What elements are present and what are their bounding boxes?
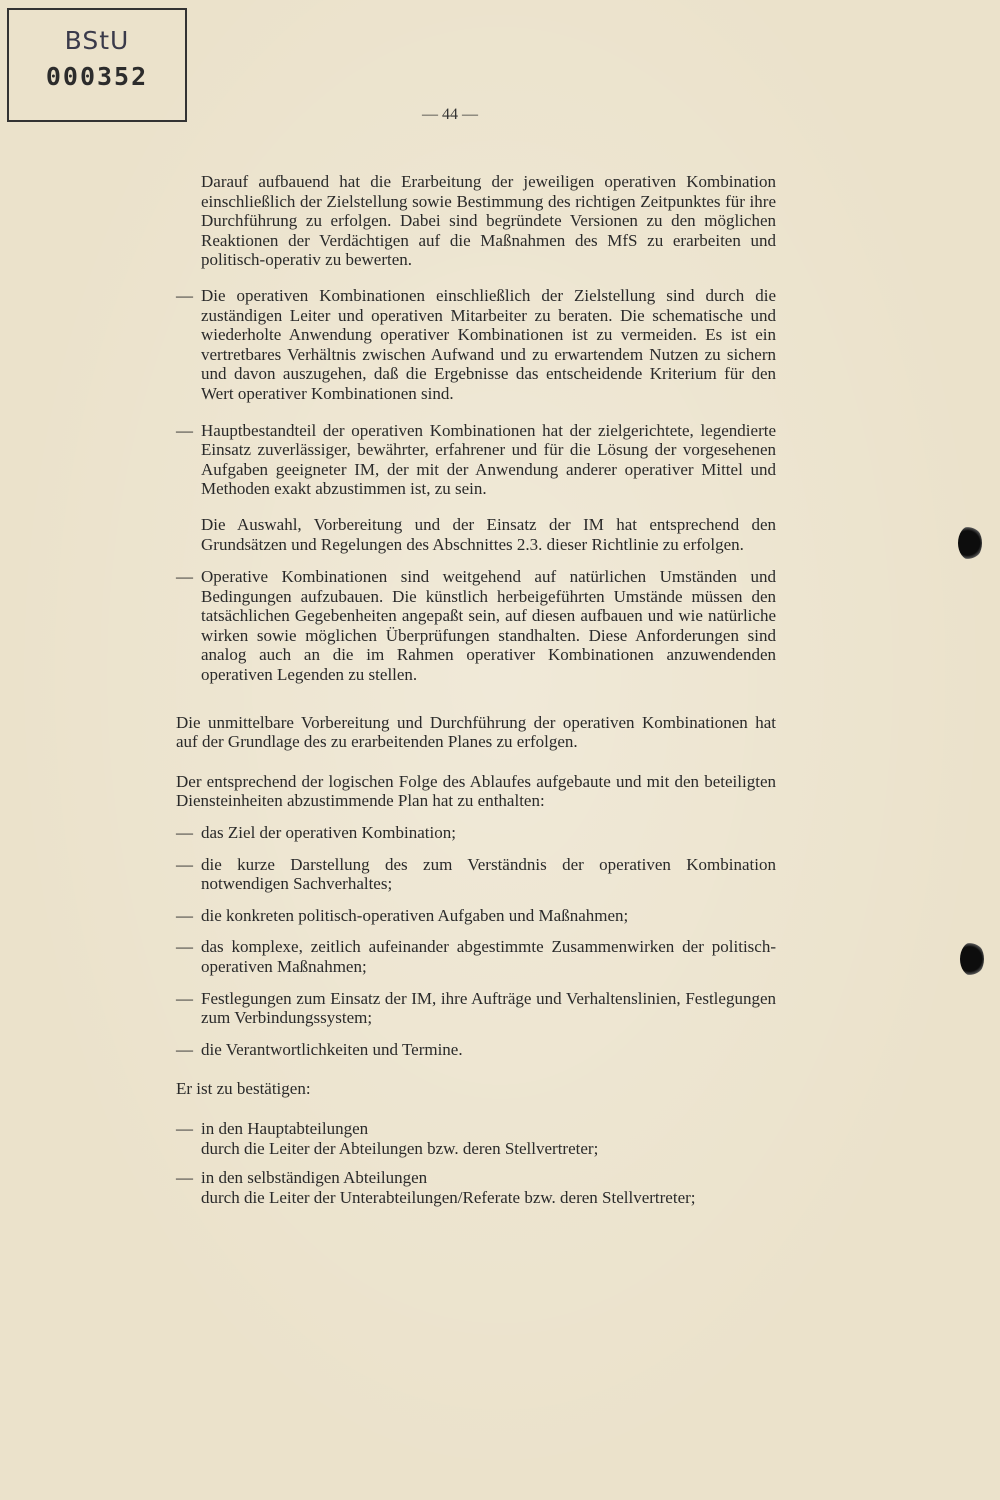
list-item: — Operative Kombinationen sind weitgehend auf natürlichen Umständen und Bedingungen aufzubauen. Die künstlich herbeigeführten Umstände müssen den tatsächlichen Gegebenheiten angepaßt sein, auf diesen aufbauen und wie natürliche wirken sowie möglichen Überprüfungen standhalten. Diese Anforderungen sind analog auch an die im Rahmen operativer Kombinationen anzuwendenden operativen Legenden zu stellen.	[176, 567, 776, 685]
list-item: — das komplexe, zeitlich aufeinander abgestimmte Zusammenwirken der politisch-operativen Maßnahmen;	[176, 937, 776, 976]
paragraph: Die unmittelbare Vorbereitung und Durchführung der operativen Kombinationen hat auf der Grundlage des zu erarbeitenden Planes zu erfolgen.	[176, 712, 776, 752]
list-item: — Festlegungen zum Einsatz der IM, ihre Aufträge und Verhaltenslinien, Festlegungen zum Verbindungssystem;	[176, 989, 776, 1028]
punch-hole	[958, 526, 982, 560]
list-item: — Hauptbestandteil der operativen Kombinationen hat der zielgerichtete, legendierte Einsatz zuverlässiger, bewährter, erfahrener und für die Lösung der vorgesehenen Aufgaben geeigneter IM, der mit der Anwendung anderer operativer Mittel und Methoden exakt abzustimmen ist, zu sein.	[176, 421, 776, 499]
list-item-line: — in den selbständigen Abteilungen	[201, 1168, 428, 1188]
paragraph: Er ist zu bestätigen:	[176, 1079, 311, 1099]
list-item: — Die operativen Kombinationen einschließlich der Zielstellung sind durch die zuständigen Leiter und operativen Mitarbeiter zu beraten. Die schematische und wiederholte Anwendung operativer Kombinationen ist zu vermeiden. Es ist ein vertretbares Verhältnis zwischen Aufwand und zu erwartendem Nutzen zu sichern und davon auszugehen, daß die Ergebnisse das entscheidende Kriterium für den Wert operativer Kombinationen sind.	[176, 286, 776, 404]
document-body	[176, 172, 776, 1207]
page-number: — 44 —	[422, 106, 478, 123]
list-item: — die konkreten politisch-operativen Aufgaben und Maßnahmen;	[176, 906, 776, 926]
list-item	[176, 1168, 776, 1207]
stamp-archive-label: BStU	[64, 26, 130, 55]
list-item-line: durch die Leiter der Unterabteilungen/Referate bzw. deren Stellvertreter;	[201, 1187, 696, 1207]
paragraph: Darauf aufbauend hat die Erarbeitung der jeweiligen operativen Kombination einschließlich der Zielstellung sowie Bestimmung des richtigen Zeitpunktes für ihre Durchführung zu erfolgen. Dabei sind begründete Versionen zu den möglichen Reaktionen der Verdächtigen auf die Maßnahmen des MfS zu erarbeiten und politisch-operativ zu bewerten.	[201, 172, 776, 270]
archive-stamp	[7, 8, 187, 122]
list-item-line: — in den Hauptabteilungen	[201, 1118, 369, 1138]
paragraph: Der entsprechend der logischen Folge des Ablaufes aufgebaute und mit den beteiligten Diensteinheiten abzustimmende Plan hat zu enthalten:	[176, 771, 776, 811]
list-item	[176, 1119, 776, 1158]
list-item-line: durch die Leiter der Abteilungen bzw. deren Stellvertreter;	[201, 1138, 599, 1158]
stamp-number: 000352	[45, 62, 149, 91]
punch-hole	[960, 942, 984, 976]
paragraph: Die Auswahl, Vorbereitung und der Einsatz der IM hat entsprechend den Grundsätzen und Regelungen des Abschnittes 2.3. dieser Richtlinie zu erfolgen.	[201, 514, 776, 554]
list-item: — die Verantwortlichkeiten und Termine.	[176, 1040, 776, 1060]
list-item: — die kurze Darstellung des zum Verständnis der operativen Kombination notwendigen Sachverhaltes;	[176, 855, 776, 894]
list-item: — das Ziel der operativen Kombination;	[176, 823, 776, 843]
